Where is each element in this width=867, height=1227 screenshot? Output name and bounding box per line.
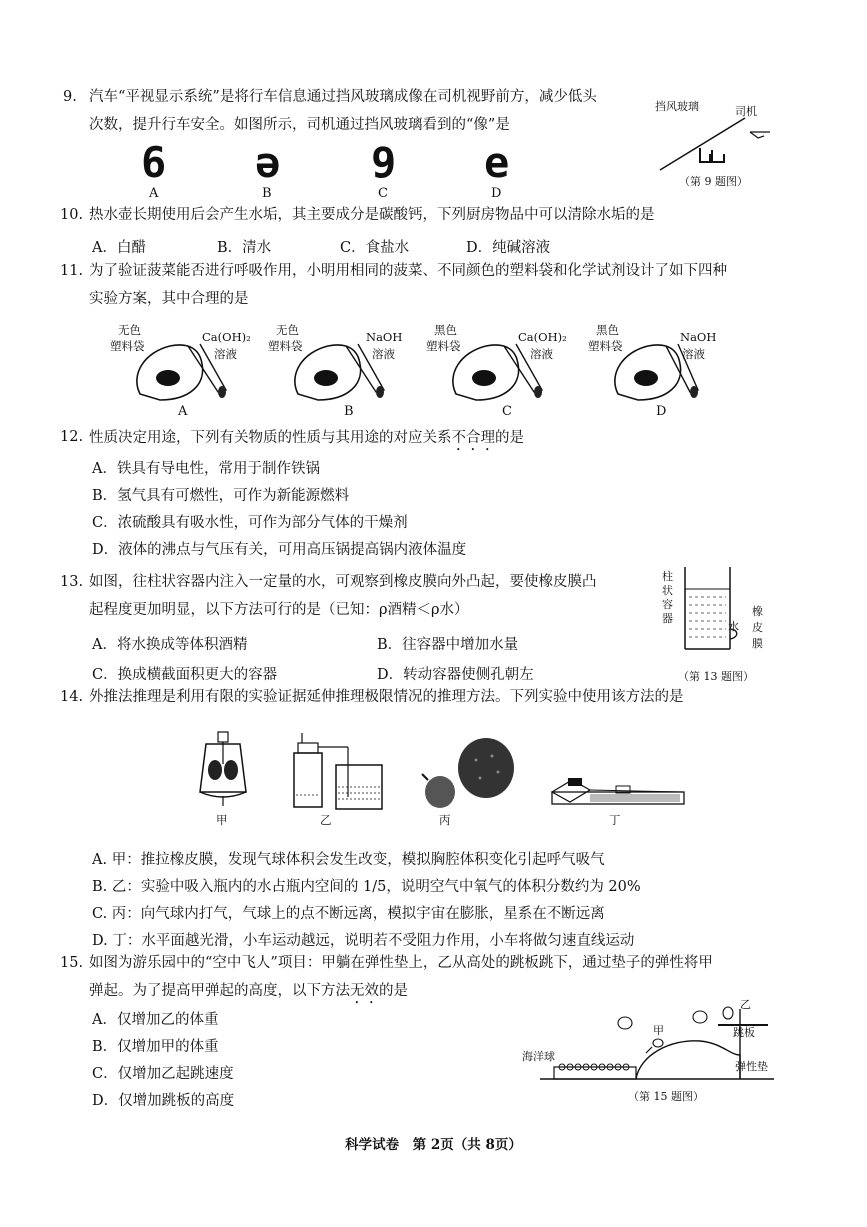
q12-stem-emphasis: 不合理 — [451, 430, 495, 446]
q11-b-label: B — [344, 404, 354, 419]
q11-a-bag-drawing — [130, 334, 240, 402]
q11-d-reagent: NaOH — [680, 330, 717, 344]
q14-figure-bing — [418, 738, 518, 814]
q9-number: 9. — [63, 89, 77, 105]
q12-option-b: B．氢气具有可燃性，可作为新能源燃料 — [92, 488, 350, 504]
q11-figure-b — [268, 322, 403, 422]
q15-stem-before: 弹起。为了提高甲弹起的高度，以下方法 — [89, 983, 350, 999]
q14-label-jia: 甲 — [216, 813, 228, 827]
q15-fig-board-label: 跳板 — [733, 1026, 755, 1039]
q9-option-a-label: A — [149, 186, 159, 201]
q12-option-a: A．铁具有导电性，常用于制作铁锅 — [92, 461, 320, 477]
q9-option-c-glyph: 9 — [371, 138, 397, 187]
q12-number: 12. — [60, 429, 84, 445]
q15-fig-jia-label: 甲 — [653, 1024, 664, 1037]
q13-fig-membrane-label: 橡皮膜 — [752, 605, 763, 650]
q14-option-c: C. 丙：向气球内打气，气球上的点不断远离，模拟宇宙在膨胀，星系在不断远离 — [92, 906, 605, 922]
page-footer: 科学试卷 第 2页（共 8页） — [345, 1137, 522, 1153]
q14-figure-jia — [196, 730, 256, 810]
q9-option-d-glyph: e — [484, 138, 510, 187]
q15-fig-ball-pool-label: 海洋球 — [522, 1050, 555, 1063]
q15-option-c: C．仅增加乙起跳速度 — [92, 1066, 234, 1082]
q10-option-c: C．食盐水 — [340, 240, 410, 256]
q11-number: 11. — [60, 263, 84, 279]
q10-option-b: B．清水 — [217, 240, 272, 256]
q12-stem-before: 性质决定用途，下列有关物质的性质与其用途的对应关系 — [89, 430, 452, 446]
q11-a-reagent: Ca(OH)₂ — [202, 330, 251, 344]
q11-d-bag-drawing — [608, 334, 708, 402]
q11-c-bag-color: 黑色 — [434, 323, 457, 337]
q11-c-bag-text: 塑料袋 — [426, 339, 461, 353]
q14-number: 14. — [60, 689, 84, 705]
q15-stem-line2 — [89, 983, 408, 1007]
q11-stem-line1: 为了验证菠菜能否进行呼吸作用，小明用相同的菠菜、不同颜色的塑料袋和化学试剂设计了如下四种 — [89, 263, 727, 279]
q11-figure-d — [588, 322, 718, 422]
q13-option-b: B．往容器中增加水量 — [377, 637, 519, 653]
q11-b-solution: 溶液 — [372, 347, 395, 361]
q11-b-bag-text: 塑料袋 — [268, 339, 303, 353]
q9-option-a-glyph: 6 — [141, 138, 167, 187]
q15-option-b: B．仅增加甲的体重 — [92, 1039, 219, 1055]
q15-fig-mat-label: 弹性垫 — [735, 1060, 768, 1073]
q15-number: 15. — [60, 955, 84, 971]
q15-option-d: D．仅增加跳板的高度 — [92, 1093, 235, 1109]
q9-option-b-glyph: ə — [255, 138, 281, 187]
q13-option-d: D．转动容器使侧孔朝左 — [377, 667, 534, 683]
q14-label-ding: 丁 — [609, 813, 621, 827]
q10-option-a: A．白醋 — [92, 240, 146, 256]
q9-option-b-label: B — [262, 186, 272, 201]
q11-b-bag-drawing — [288, 334, 398, 402]
q9-option-c-label: C — [378, 186, 388, 201]
q14-label-bing: 丙 — [439, 813, 451, 827]
q12-option-c: C．浓硫酸具有吸水性，可作为部分气体的干燥剂 — [92, 515, 408, 531]
q12-stem-after: 的是 — [495, 430, 524, 446]
q15-fig-yi-label: 乙 — [740, 998, 751, 1011]
q15-stem-emphasis: 无效 — [350, 983, 379, 999]
q11-a-bag-color: 无色 — [118, 323, 141, 337]
q15-option-a: A．仅增加乙的体重 — [92, 1012, 219, 1028]
q13-stem-line2: 起程度更加明显，以下方法可行的是（已知：ρ酒精＜ρ水） — [89, 602, 469, 618]
q11-b-bag-color: 无色 — [276, 323, 299, 337]
q12-stem — [89, 430, 524, 454]
q11-d-bag-text: 塑料袋 — [588, 339, 623, 353]
q9-fig-windshield-label: 挡风玻璃 — [655, 100, 699, 113]
q13-option-c: C．换成横截面积更大的容器 — [92, 667, 278, 683]
q9-stem-line2: 次数，提升行车安全。如图所示，司机通过挡风玻璃看到的“像”是 — [89, 117, 510, 133]
q9-stem-line1: 汽车“平视显示系统”是将行车信息通过挡风玻璃成像在司机视野前方，减少低头 — [89, 89, 597, 105]
q13-container-diagram — [680, 565, 750, 655]
q10-stem: 热水壶长期使用后会产生水垢，其主要成分是碳酸钙，下列厨房物品中可以清除水垢的是 — [89, 207, 655, 223]
q14-option-d: D. 丁：水平面越光滑，小车运动越远，说明若不受阻力作用，小车将做匀速直线运动 — [92, 933, 635, 949]
q11-b-reagent: NaOH — [366, 330, 403, 344]
q14-option-a: A. 甲：推拉橡皮膜，发现气球体积会发生改变，模拟胸腔体积变化引起呼气吸气 — [92, 852, 605, 868]
q9-fig-driver-label: 司机 — [735, 105, 757, 118]
q13-option-a: A．将水换成等体积酒精 — [92, 637, 248, 653]
q11-c-solution: 溶液 — [530, 347, 553, 361]
q11-c-label: C — [502, 404, 512, 419]
q13-fig-water-label: 水 — [728, 620, 739, 633]
q15-stem-after: 的是 — [379, 983, 408, 999]
q15-fig-caption: （第 15 题图） — [628, 1090, 704, 1103]
q9-fig-caption: （第 9 题图） — [679, 175, 748, 188]
q11-stem-line2: 实验方案，其中合理的是 — [89, 291, 249, 307]
q11-figure-c — [426, 322, 566, 422]
q11-a-label: A — [178, 404, 188, 419]
q14-label-yi: 乙 — [320, 813, 332, 827]
q11-d-bag-color: 黑色 — [596, 323, 619, 337]
q13-fig-caption: （第 13 题图） — [678, 670, 754, 683]
q11-a-bag-text: 塑料袋 — [110, 339, 145, 353]
q11-a-solution: 溶液 — [214, 347, 237, 361]
q11-d-solution: 溶液 — [682, 347, 705, 361]
q13-stem-line1: 如图，往柱状容器内注入一定量的水，可观察到橡皮膜向外凸起，要使橡皮膜凸 — [89, 574, 597, 590]
q9-windshield-diagram — [650, 110, 770, 175]
q14-figure-yi — [282, 733, 384, 811]
q9-option-d-label: D — [491, 186, 502, 201]
q12-option-d: D．液体的沸点与气压有关，可用高压锅提高锅内液体温度 — [92, 542, 467, 558]
q11-d-label: D — [656, 404, 667, 419]
q10-option-d: D．纯碱溶液 — [466, 240, 551, 256]
q14-figure-ding — [550, 770, 690, 810]
q11-figure-a — [110, 322, 251, 422]
q11-c-reagent: Ca(OH)₂ — [518, 330, 567, 344]
q10-number: 10. — [60, 207, 84, 223]
q15-stem-line1: 如图为游乐园中的“空中飞人”项目：甲躺在弹性垫上，乙从高处的跳板跳下，通过垫子的弹性将甲 — [89, 955, 713, 971]
q11-c-bag-drawing — [446, 334, 556, 402]
q13-number: 13. — [60, 574, 84, 590]
q14-stem: 外推法推理是利用有限的实验证据延伸推理极限情况的推理方法。下列实验中使用该方法的是 — [89, 689, 684, 705]
q13-fig-container-label: 柱状容器 — [662, 570, 673, 625]
q14-option-b: B. 乙：实验中吸入瓶内的水占瓶内空间的 1/5，说明空气中氧气的体积分数约为 20% — [92, 879, 641, 895]
